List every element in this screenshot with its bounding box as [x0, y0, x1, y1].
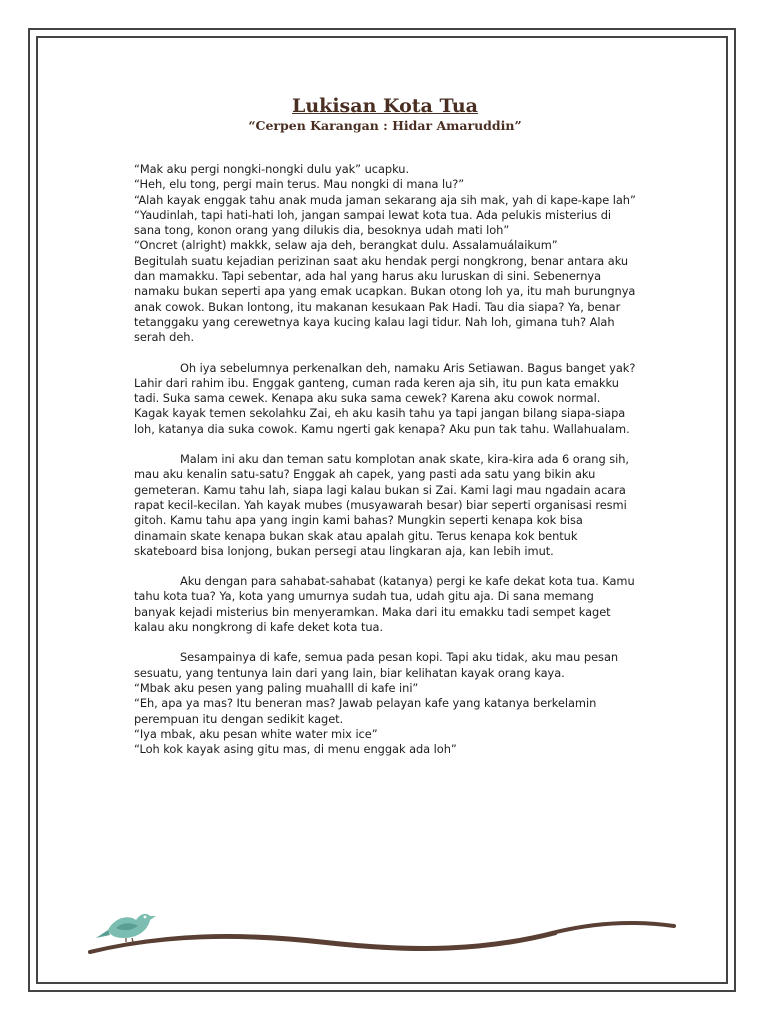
text-line: “Iya mbak, aku pesan white water mix ice”	[134, 726, 378, 741]
paragraph-block-4	[134, 574, 636, 635]
paragraph-block-1	[134, 162, 636, 346]
paragraph-block-3	[134, 452, 636, 559]
story-subtitle: “Cerpen Karangan : Hidar Amaruddin”	[248, 118, 522, 133]
text-line: “Loh kok kayak asing gitu mas, di menu enggak ada loh”	[134, 742, 457, 757]
text-line: “Alah kayak enggak tahu anak muda jaman sekarang aja sih mak, yah di kape-kape lah”	[134, 192, 636, 207]
bird-icon	[96, 914, 156, 942]
text-line: “Mak aku pergi nongki-nongki dulu yak” ucapku.	[134, 162, 410, 176]
text-line: “Eh, apa ya mas? Itu beneran mas? Jawab pelayan kafe yang katanya berkelamin perempuan itu dengan sedikit kaget.	[134, 696, 597, 726]
story-title: Lukisan Kota Tua	[292, 95, 478, 117]
text-line: Oh iya sebelumnya perkenalkan deh, namaku Aris Setiawan. Bagus banget yak? Lahir dari rahim ibu. Enggak ganteng, cuman rada keren aja sih, itu pun kata emakku tadi. Suka sama cewek. Kenapa aku suka sama cewek? Karena aku cowok normal. Kagak kayak temen sekolahku Zai, eh aku kasih tahu ya tapi jangan bilang siapa-siapa loh, katanya dia suka cowok. Kamu ngerti gak kenapa? Aku pun tak tahu. Wallahualam.	[134, 360, 636, 436]
document-body	[134, 94, 636, 772]
text-line: “Yaudinlah, tapi hati-hati loh, jangan sampai lewat kota tua. Ada pelukis misterius di sana tong, konon orang yang dilukis dia, besoknya udah mati loh”	[134, 207, 612, 238]
text-line: “Mbak aku pesen yang paling muahalll di kafe ini”	[134, 680, 419, 695]
paragraph-block-5	[134, 650, 636, 757]
text-line: Malam ini aku dan teman satu komplotan anak skate, kira-kira ada 6 orang sih, mau aku kenalin satu-satu? Enggak ah capek, yang pasti ada satu yang bikin aku gemeteran. Kamu tahu lah, siapa lagi kalau bukan si Zai. Kami lagi mau ngadain acara rapat kecil-kecilan. Yah kayak mubes (musyawarah besar) biar seperti organisasi resmi gitoh. Kamu tahu apa yang ingin kami bahas? Mungkin seperti kenapa kok bisa dinamain skate kenapa bukan skak atau apalah gitu. Terus kenapa kok bentuk skateboard bisa lonjong, bukan persegi atau lingkaran aja, kan lebih imut.	[134, 452, 629, 558]
text-line: Begitulah suatu kejadian perizinan saat aku hendak pergi nongkrong, benar antara aku dan mamakku. Tapi sebentar, ada hal yang harus aku luruskan di sini. Sebenernya namaku bukan seperti apa yang emak ucapkan. Bukan otong loh ya, itu mah burungnya anak cowok. Bukan lontong, itu makanan kesukaan Pak Hadi. Tau dia siapa? Ya, benar tetanggaku yang cerewetnya kaya kucing kalau lagi tidur. Nah loh, gimana tuh? Alah serah deh.	[134, 253, 636, 345]
text-line: Aku dengan para sahabat-sahabat (katanya) pergi ke kafe dekat kota tua. Kamu tahu kota tua? Ya, kota yang umurnya sudah tua, udah gitu aja. Di sana memang banyak kejadi misterius bin menyeramkan. Maka dari itu emakku tadi sempet kaget kalau aku nongkrong di kafe deket kota tua.	[134, 574, 635, 635]
bird-branch-decoration	[86, 900, 686, 962]
paragraph-block-2	[134, 361, 636, 437]
text-line: Sesampainya di kafe, semua pada pesan kopi. Tapi aku tidak, aku mau pesan sesuatu, yang tentunya lain dari yang lain, biar kelihatan kayak orang kaya.	[134, 650, 619, 680]
text-line: “Oncret (alright) makkk, selaw aja deh, berangkat dulu. Assalamuálaikum”	[134, 238, 558, 253]
text-line: “Heh, elu tong, pergi main terus. Mau nongki di mana lu?”	[134, 177, 465, 192]
